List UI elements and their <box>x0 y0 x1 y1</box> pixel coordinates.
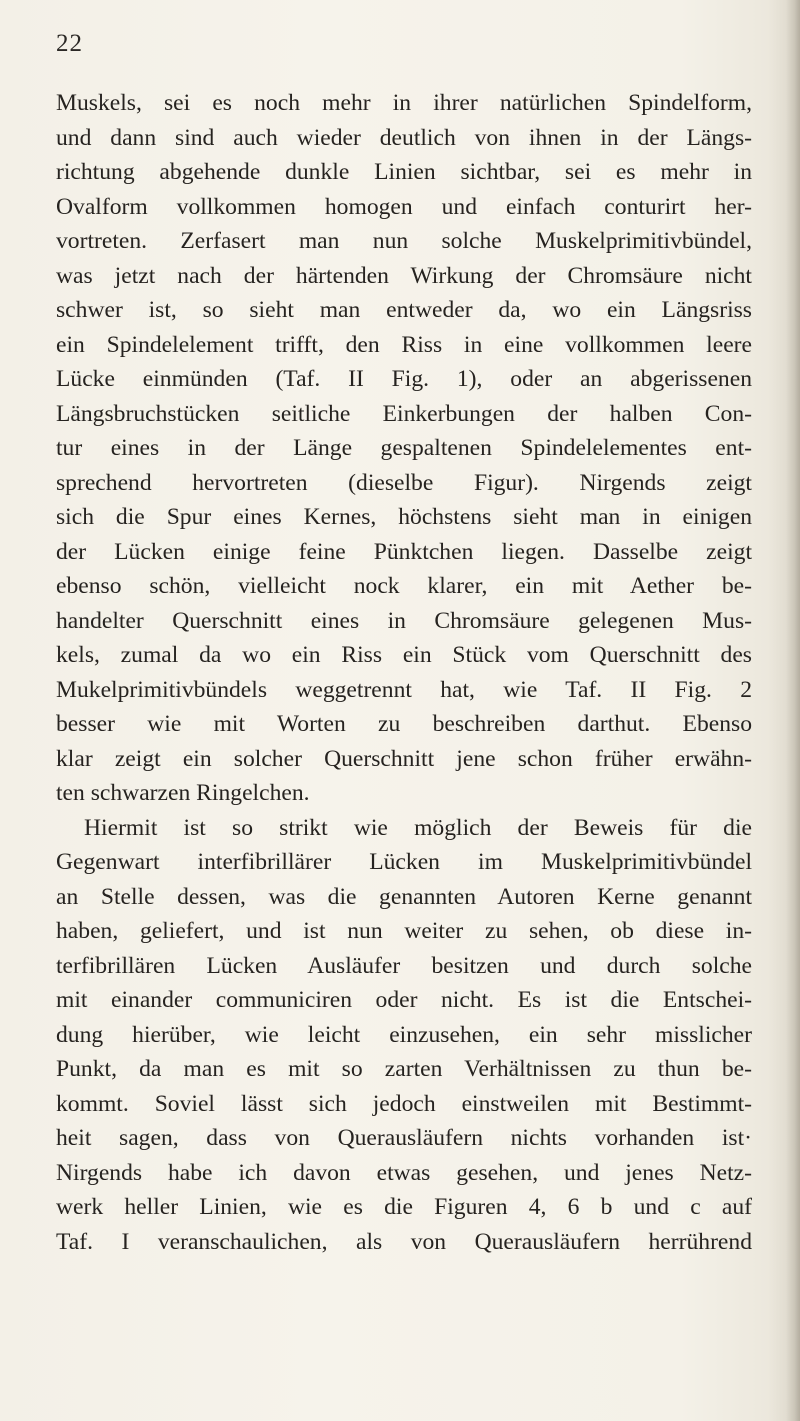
page-edge-shadow <box>786 0 800 1421</box>
text-line: Nirgends habe ich davon etwas gesehen, und jenes Netz- <box>56 1159 752 1186</box>
text-line: Muskels, sei es noch mehr in ihrer natürlichen Spindelform, <box>56 90 752 116</box>
page-number: 22 <box>56 30 83 57</box>
text-line: Punkt, da man es mit so zarten Verhältnissen zu thun be- <box>56 1056 752 1082</box>
text-line: tur eines in der Länge gespaltenen Spindelelementes ent- <box>56 435 752 461</box>
text-line: ebenso schön, vielleicht nock klarer, ein mit Aether be- <box>56 573 752 599</box>
text-line: sich die Spur eines Kernes, höchstens sieht man in einigen <box>56 504 752 530</box>
text-line: kommt. Soviel lässt sich jedoch einstweilen mit Bestimmt- <box>56 1090 752 1117</box>
text-line: Ovalform vollkommen homogen und einfach conturirt her- <box>56 193 752 220</box>
text-line: Gegenwart interfibrillärer Lücken im Muskelprimitivbündel <box>56 849 752 875</box>
text-line: mit einander communiciren oder nicht. Es ist die Entschei- <box>56 987 752 1013</box>
text-line: vortreten. Zerfasert man nun solche Muskelprimitivbündel, <box>56 228 752 254</box>
body-text <box>56 86 752 1259</box>
text-line: haben, geliefert, und ist nun weiter zu sehen, ob diese in- <box>56 918 752 944</box>
text-line: kels, zumal da wo ein Riss ein Stück vom Querschnitt des <box>56 642 752 668</box>
text-line: handelter Querschnitt eines in Chromsäure gelegenen Mus- <box>56 607 752 634</box>
text-line: Mukelprimitivbündels weggetrennt hat, wie Taf. II Fig. 2 <box>56 676 752 703</box>
text-line: klar zeigt ein solcher Querschnitt jene schon früher erwähn- <box>56 745 752 772</box>
text-line: heit sagen, dass von Querausläufern nichts vorhanden ist· <box>56 1125 752 1151</box>
text-line-paragraph-start: Hiermit ist so strikt wie möglich der Beweis für die <box>84 814 752 841</box>
text-line: und dann sind auch wieder deutlich von ihnen in der Längs- <box>56 124 752 151</box>
text-line: terfibrillären Lücken Ausläufer besitzen und durch solche <box>56 952 752 979</box>
text-line: Längsbruchstücken seitliche Einkerbungen der halben Con- <box>56 400 752 427</box>
text-line: dung hierüber, wie leicht einzusehen, ein sehr misslicher <box>56 1021 752 1048</box>
text-line-paragraph-end: ten schwarzen Ringelchen. <box>56 780 310 806</box>
text-line: ein Spindelelement trifft, den Riss in eine vollkommen leere <box>56 331 752 358</box>
text-line: schwer ist, so sieht man entweder da, wo ein Längsriss <box>56 297 752 323</box>
text-line: was jetzt nach der härtenden Wirkung der Chromsäure nicht <box>56 262 752 289</box>
text-line: der Lücken einige feine Pünktchen liegen. Dasselbe zeigt <box>56 538 752 565</box>
text-line: Taf. I veranschaulichen, als von Querausläufern herrührend <box>56 1228 752 1255</box>
text-line: sprechend hervortreten (dieselbe Figur). Nirgends zeigt <box>56 469 752 496</box>
text-line: werk heller Linien, wie es die Figuren 4, 6 b und c auf <box>56 1194 752 1220</box>
text-line: an Stelle dessen, was die genannten Autoren Kerne genannt <box>56 883 752 910</box>
text-line: richtung abgehende dunkle Linien sichtbar, sei es mehr in <box>56 159 752 185</box>
text-line: besser wie mit Worten zu beschreiben darthut. Ebenso <box>56 711 752 737</box>
text-line: Lücke einmünden (Taf. II Fig. 1), oder an abgerissenen <box>56 366 752 392</box>
